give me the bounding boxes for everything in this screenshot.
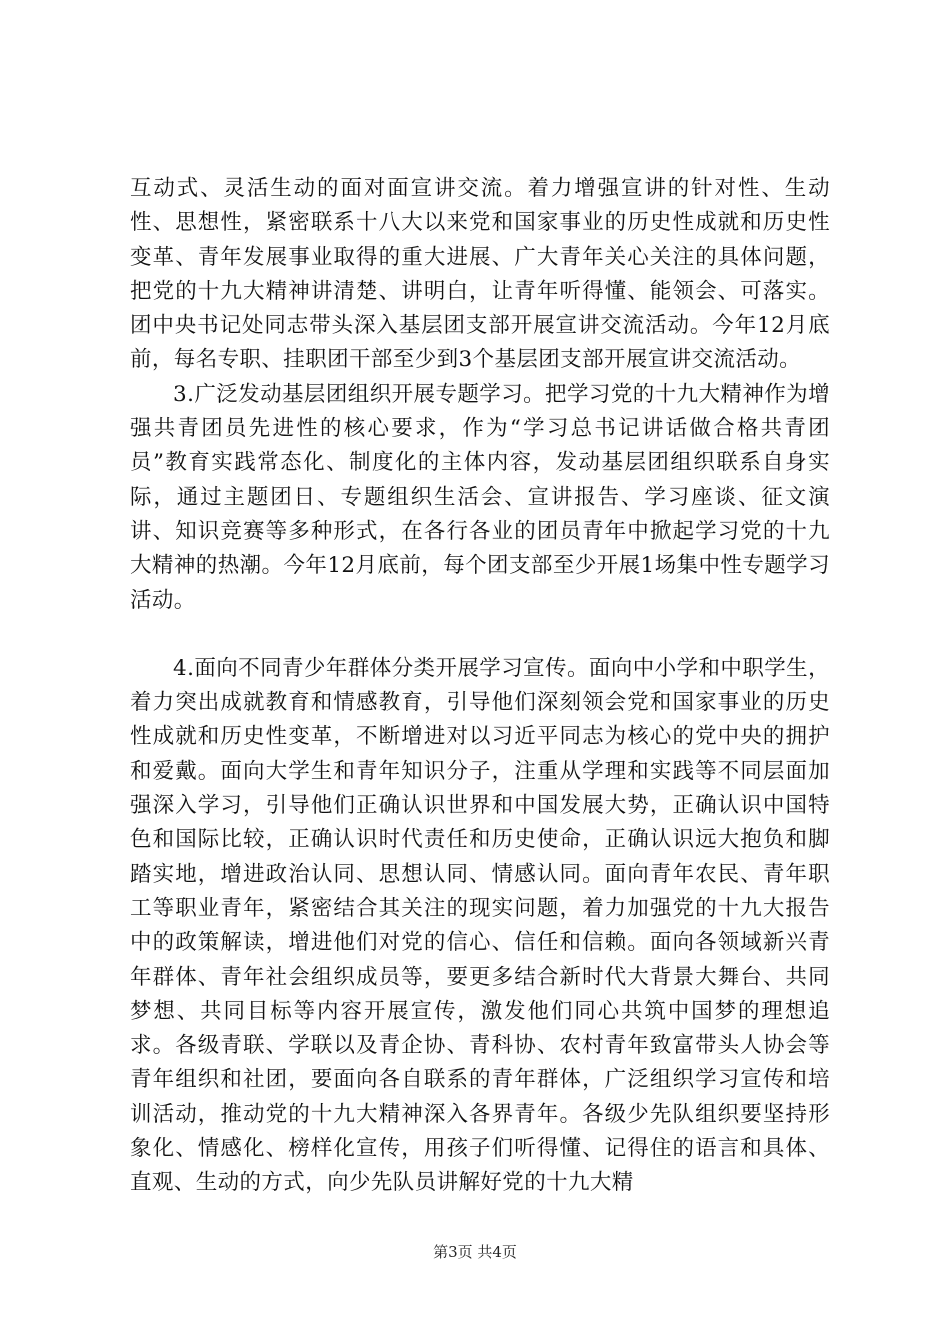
paragraph-spacer <box>130 618 830 652</box>
paragraph-item-4: 4.面向不同青少年群体分类开展学习宣传。面向中小学和中职学生，着力突出成就教育和情感教育，引导他们深刻领会党和国家事业的历史性成就和历史性变革，不断增进对以习近平同志为核心的党中央的拥护和爱戴。面向大学生和青年知识分子，注重从学理和实践等不同层面加强深入学习，引导他们正确认识世界和中国发展大势，正确认识中国特色和国际比较，正确认识时代责任和历史使命，正确认识远大抱负和脚踏实地，增进政治认同、思想认同、情感认同。面向青年农民、青年职工等职业青年，紧密结合其关注的现实问题，着力加强党的十九大报告中的政策解读，增进他们对党的信心、信任和信赖。面向各领域新兴青年群体、青年社会组织成员等，要更多结合新时代大背景大舞台、共同梦想、共同目标等内容开展宣传，激发他们同心共筑中国梦的理想追求。各级青联、学联以及青企协、青科协、农村青年致富带头人协会等青年组织和社团，要面向各自联系的青年群体，广泛组织学习宣传和培训活动，推动党的十九大精神深入各界青年。各级少先队组织要坚持形象化、情感化、榜样化宣传，用孩子们听得懂、记得住的语言和具体、直观、生动的方式，向少先队员讲解好党的十九大精 <box>130 655 830 1196</box>
document-body <box>130 172 830 1201</box>
page-number-footer: 第3页 共4页 <box>433 1243 517 1261</box>
paragraph-item-3: 3.广泛发动基层团组织开展专题学习。把学习党的十九大精神作为增强共青团员先进性的核心要求，作为“学习总书记讲话做合格共青团员”教育实践常态化、制度化的主体内容，发动基层团组织联系自身实际，通过主题团日、专题组织生活会、宣讲报告、学习座谈、征文演讲、知识竞赛等多种形式，在各行各业的团员青年中掀起学习党的十九大精神的热潮。今年12月底前，每个团支部至少开展1场集中性专题学习活动。 <box>130 381 830 613</box>
paragraph-continuation: 互动式、灵活生动的面对面宣讲交流。着力增强宣讲的针对性、生动性、思想性，紧密联系十八大以来党和国家事业的历史性成就和历史性变革、青年发展事业取得的重大进展、广大青年关心关注的具体问题，把党的十九大精神讲清楚、讲明白，让青年听得懂、能领会、可落实。团中央书记处同志带头深入基层团支部开展宣讲交流活动。今年12月底前，每名专职、挂职团干部至少到3个基层团支部开展宣讲交流活动。 <box>130 176 830 373</box>
